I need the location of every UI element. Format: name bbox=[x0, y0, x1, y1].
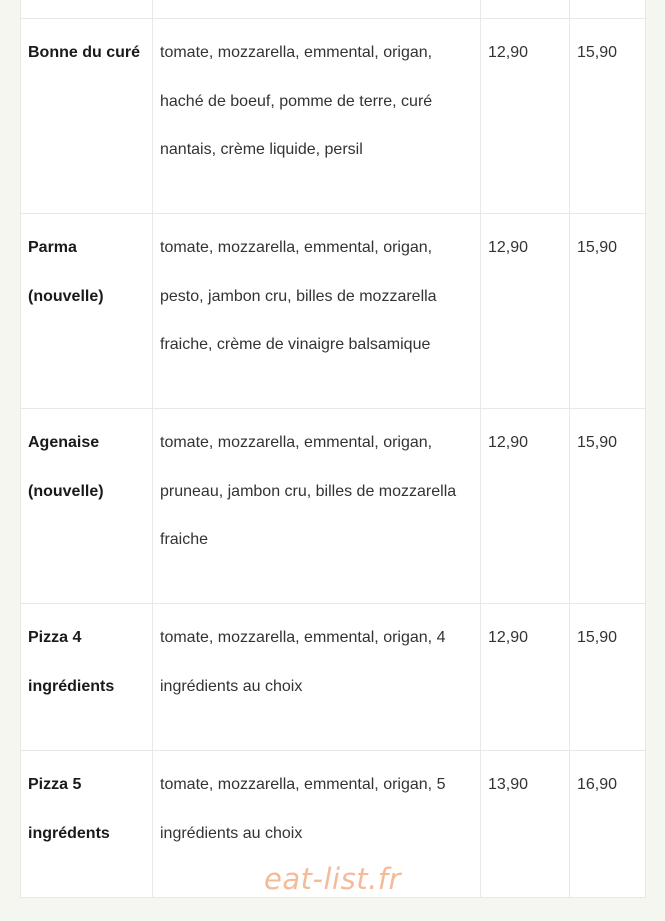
pizza-ingredients: tomate, mozzarella, emmental, origan, 4 ingrédients au choix bbox=[153, 604, 481, 751]
pizza-ingredients: tomate, mozzarella, emmental, origan, pesto, jambon cru, billes de mozzarella fraiche, crème de vinaigre balsamique bbox=[153, 214, 481, 409]
pizza-ingredients: tomate, mozzarella, emmental, origan, haché de boeuf, pomme de terre, curé nantais, crème liquide, persil bbox=[153, 19, 481, 214]
price-medium: 13,90 bbox=[481, 751, 570, 898]
pizza-ingredients: tomate, mozzarella, emmental, origan, 5 ingrédients au choix bbox=[153, 751, 481, 898]
pizza-name: Parma (nouvelle) bbox=[21, 214, 153, 409]
price-large: 15,90 bbox=[570, 409, 646, 604]
pizza-name: Pizza 4 ingrédients bbox=[21, 604, 153, 751]
table-row bbox=[21, 19, 646, 214]
pizza-name: Pizza 5 ingrédents bbox=[21, 751, 153, 898]
pizza-name bbox=[21, 0, 153, 19]
pizza-name: Bonne du curé bbox=[21, 19, 153, 214]
watermark-logo: eat-list.fr bbox=[264, 862, 401, 896]
price-large bbox=[570, 0, 646, 19]
table-row bbox=[21, 409, 646, 604]
price-large: 15,90 bbox=[570, 604, 646, 751]
pizza-menu-table bbox=[20, 0, 646, 898]
price-medium: 12,90 bbox=[481, 604, 570, 751]
price-medium: 12,90 bbox=[481, 409, 570, 604]
price-large: 15,90 bbox=[570, 19, 646, 214]
table-row bbox=[21, 214, 646, 409]
pizza-ingredients bbox=[153, 0, 481, 19]
price-medium: 12,90 bbox=[481, 19, 570, 214]
table-row bbox=[21, 604, 646, 751]
price-medium: 12,90 bbox=[481, 214, 570, 409]
price-large: 16,90 bbox=[570, 751, 646, 898]
price-large: 15,90 bbox=[570, 214, 646, 409]
table-row bbox=[21, 0, 646, 19]
price-medium bbox=[481, 0, 570, 19]
pizza-name: Agenaise (nouvelle) bbox=[21, 409, 153, 604]
pizza-ingredients: tomate, mozzarella, emmental, origan, pruneau, jambon cru, billes de mozzarella fraiche bbox=[153, 409, 481, 604]
